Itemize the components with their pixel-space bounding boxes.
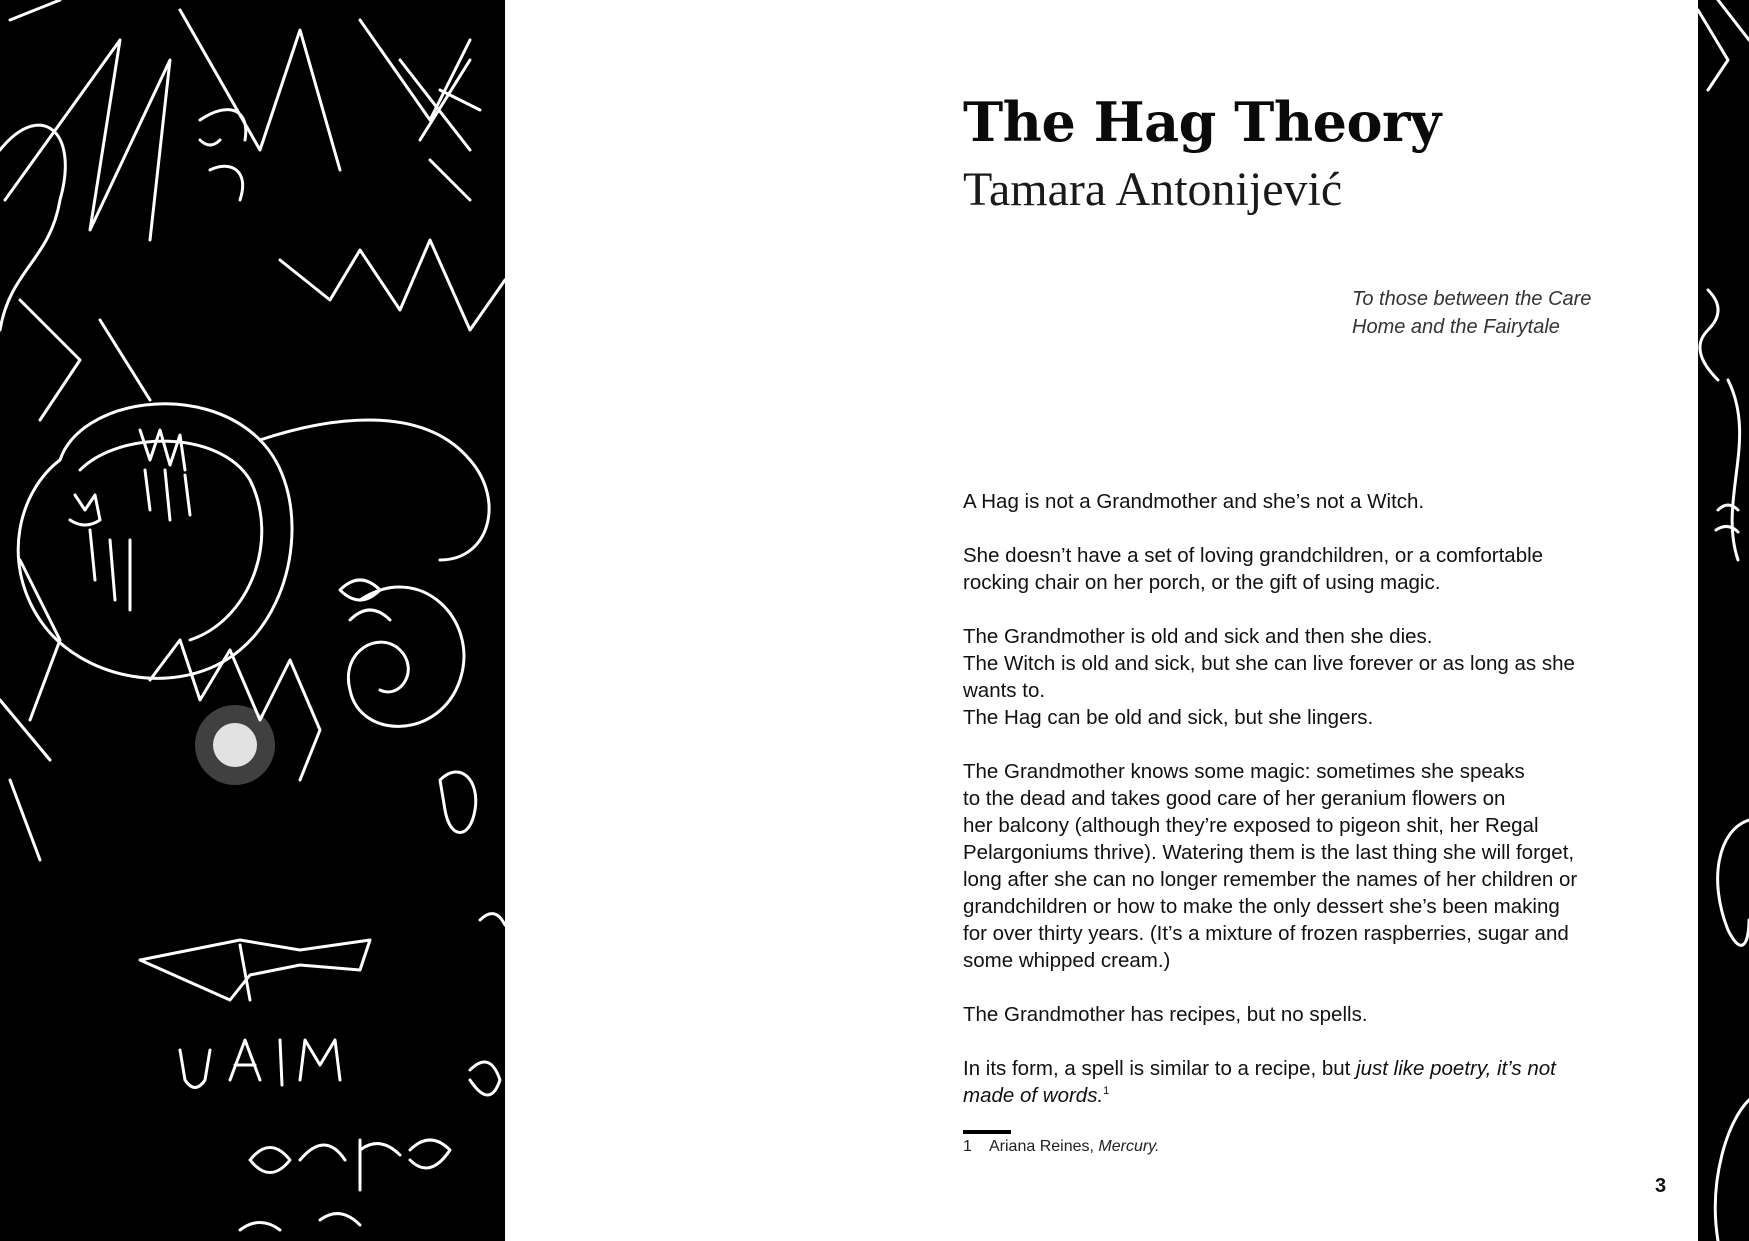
text-line: The Grandmother is old and sick and then she dies. (963, 625, 1433, 648)
text-line: wants to. (963, 679, 1046, 702)
text-line: A Hag is not a Grandmother and she’s not a Witch. (963, 490, 1425, 513)
text-plain: In its form, a spell is similar to a recipe, but (963, 1057, 1357, 1080)
cover-artwork-right (1698, 0, 1749, 1241)
text-italic: made of words. (963, 1084, 1104, 1107)
footnote (963, 1136, 1159, 1158)
scribble-drawing-edge (1698, 0, 1749, 1241)
text-line: long after she can no longer remember the names of her children or (963, 868, 1578, 891)
text-line (963, 1082, 1653, 1109)
essay-body (963, 488, 1653, 1136)
cover-artwork-left (0, 0, 505, 1241)
footnote-reference: 1 (1103, 1085, 1110, 1098)
text-line (963, 1055, 1653, 1082)
text-line: The Grandmother knows some magic: sometimes she speaks (963, 760, 1525, 783)
essay-title: The Hag Theory (963, 90, 1441, 154)
text-line: some whipped cream.) (963, 949, 1171, 972)
text-line: She doesn’t have a set of loving grandchildren, or a comfortable (963, 544, 1544, 567)
text-line: for over thirty years. (It’s a mixture of frozen raspberries, sugar and (963, 922, 1569, 945)
text-line: to the dead and takes good care of her geranium flowers on (963, 787, 1506, 810)
dedication (1352, 285, 1672, 341)
paragraph (963, 1001, 1653, 1028)
text-line: The Witch is old and sick, but she can live forever or as long as she (963, 652, 1575, 675)
text-line: The Grandmother has recipes, but no spells. (963, 1003, 1368, 1026)
paragraph (963, 623, 1653, 731)
paragraph (963, 488, 1653, 515)
text-line: rocking chair on her porch, or the gift of using magic. (963, 571, 1441, 594)
footnote-number: 1 (963, 1138, 972, 1155)
text-line: Pelargoniums thrive). Watering them is the last thing she will forget, (963, 841, 1575, 864)
text-line: The Hag can be old and sick, but she lingers. (963, 706, 1374, 729)
scribble-drawing (0, 0, 505, 1241)
dedication-line: Home and the Fairytale (1352, 316, 1560, 338)
paragraph (963, 542, 1653, 596)
text-italic: just like poetry, it’s not (1356, 1057, 1556, 1080)
footnote-text: Ariana Reines, (989, 1138, 1099, 1155)
paragraph (963, 758, 1653, 974)
footnote-divider (963, 1130, 1011, 1134)
footnote-source: Mercury. (1098, 1138, 1160, 1155)
author-name: Tamara Antonijević (963, 163, 1343, 216)
dedication-line: To those between the Care (1352, 288, 1592, 310)
text-line: her balcony (although they’re exposed to pigeon shit, her Regal (963, 814, 1539, 837)
paragraph (963, 1055, 1653, 1109)
page-number: 3 (1655, 1175, 1667, 1197)
text-line: grandchildren or how to make the only dessert she’s been making (963, 895, 1560, 918)
